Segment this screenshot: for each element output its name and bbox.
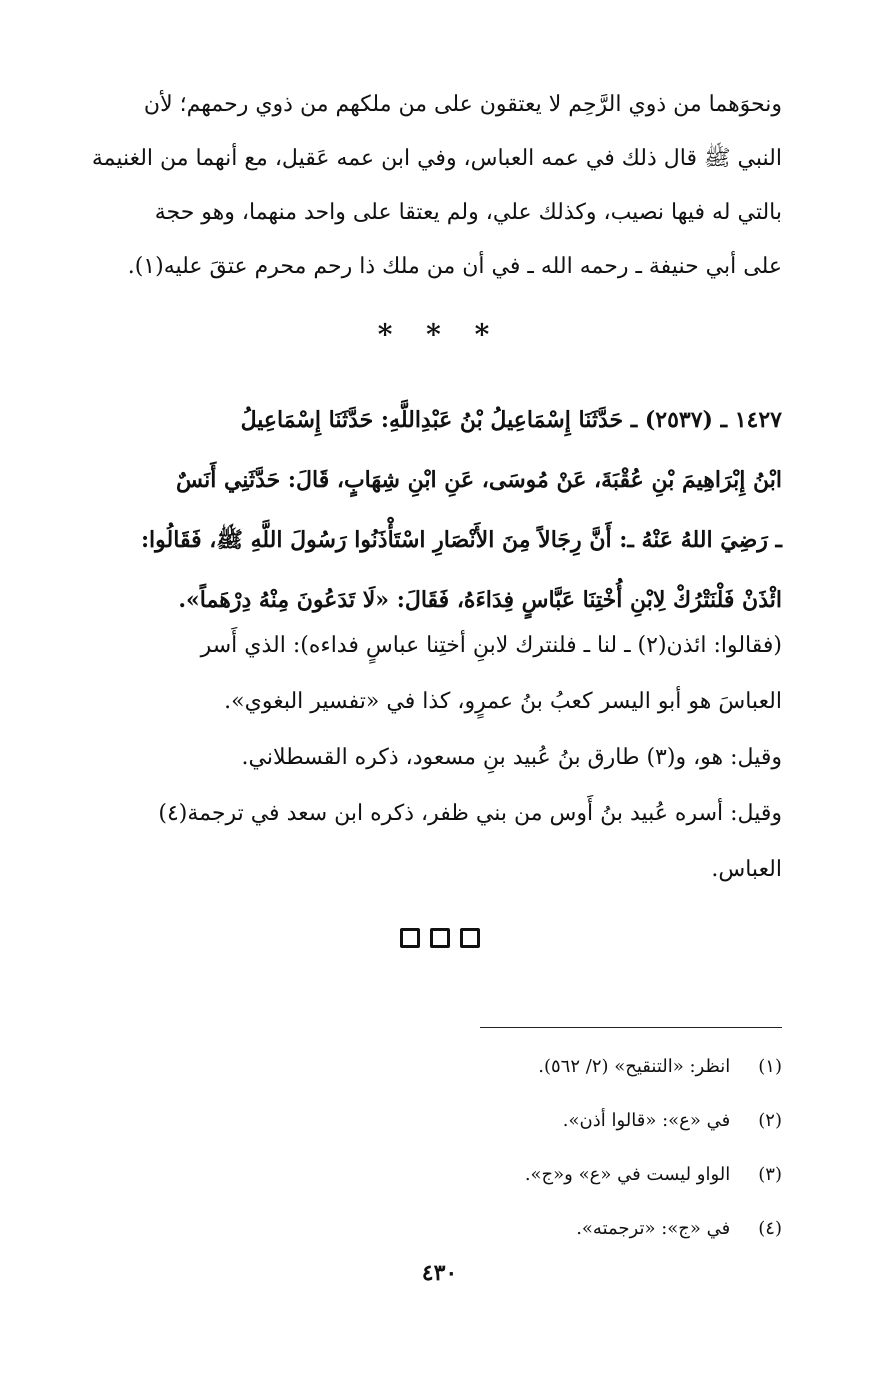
intro-line: على أبي حنيفة ـ رحمه الله ـ في أن من ملك ذا رحم محرم عتقَ عليه(١). (127, 254, 782, 279)
commentary-line: وقيل: هو، و(٣) طارق بنُ عُبيد بنِ مسعود، ذكره القسطلاني. (241, 745, 782, 770)
intro-paragraph (68, 78, 782, 294)
intro-line: النبي ﷺ قال ذلك في عمه العباس، وفي ابن عمه عَقيل، مع أنهما من الغنيمة (91, 146, 782, 171)
hadith-text (68, 390, 782, 630)
footnote-number: (١) (758, 1056, 782, 1077)
end-box-icon (460, 928, 480, 948)
commentary-line: (فقالوا: ائذن(٢) ـ لنا ـ فلنترك لابنِ أختِنا عباسٍ فداءه): الذي أَسر (200, 633, 782, 658)
intro-line: بالتي له فيها نصيب، وكذلك علي، ولم يعتقا على واحد منهما، وهو حجة (154, 200, 782, 225)
footnote-item (100, 1148, 782, 1202)
intro-line: ونحوَهما من ذوي الرَّحِم لا يعتقون على من ملكهم من ذوي رحمهم؛ لأن (143, 92, 782, 117)
footnote-item (100, 1040, 782, 1094)
end-box-icon (400, 928, 420, 948)
footnote-number: (٤) (758, 1218, 782, 1239)
section-separator: * * * (377, 318, 502, 351)
footnote-text: انظر: «التنقيح» (٢/ ٥٦٢). (538, 1056, 731, 1077)
footnote-number: (٢) (758, 1110, 782, 1131)
section-end-marker (0, 928, 879, 948)
footnote-number: (٣) (758, 1164, 782, 1185)
footnotes (100, 1040, 782, 1256)
commentary-line: وقيل: أسره عُبيد بنُ أَوس من بني ظفر، ذكره ابن سعد في ترجمة(٤) (158, 801, 782, 826)
page-number: ٤٣٠ (421, 1260, 458, 1286)
end-box-icon (430, 928, 450, 948)
hadith-line: ١٤٢٧ ـ (٢٥٣٧) ـ حَدَّثَنَا إِسْمَاعِيلُ بْنُ عَبْدِاللَّهِ: حَدَّثَنَا إِسْمَاعِيلُ (240, 407, 782, 433)
footnote-item (100, 1202, 782, 1256)
commentary-line: العباسَ هو أبو اليسر كعبُ بنُ عمرٍو، كذا في «تفسير البغوي». (224, 689, 782, 714)
commentary-line: العباس. (711, 857, 782, 882)
hadith-line: ابْنُ إِبْرَاهِيمَ بْنِ عُقْبَةَ، عَنْ مُوسَى، عَنِ ابْنِ شِهَابٍ، قَالَ: حَدَّثَنِي أَنَسٌ (176, 467, 782, 493)
hadith-line: ـ رَضِيَ اللهُ عَنْهُ ـ: أَنَّ رِجَالاً مِنَ الأَنْصَارِ اسْتَأْذَنُوا رَسُولَ اللَّهِ ﷺ، فَقَالُوا: (140, 527, 782, 553)
footnote-item (100, 1094, 782, 1148)
footnote-text: الواو ليست في «ع» و«ج». (524, 1164, 731, 1185)
commentary (68, 618, 782, 898)
footnote-text: في «ج»: «ترجمته». (576, 1218, 731, 1239)
footnote-divider (480, 1027, 782, 1028)
footnote-text: في «ع»: «قالوا أذن». (562, 1110, 731, 1131)
hadith-line: ائْذَنْ فَلْنَتْرُكْ لِابْنِ أُخْتِنَا عَبَّاسٍ فِدَاءَهُ، فَقَالَ: «لَا تَدَعُونَ مِنْهُ دِرْهَماً». (178, 587, 782, 613)
